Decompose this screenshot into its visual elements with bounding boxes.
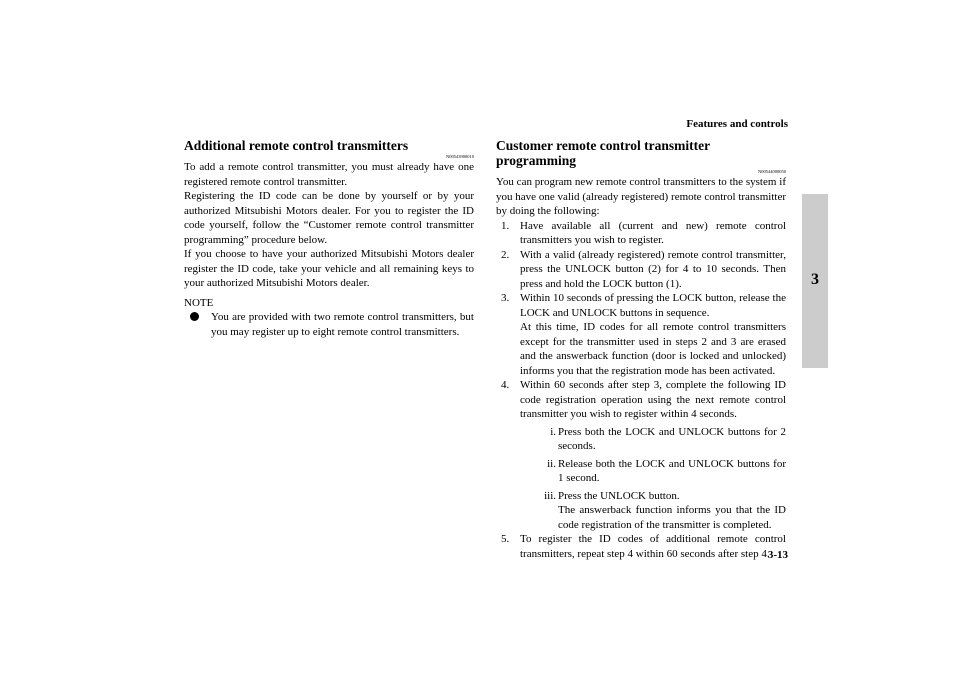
bullet-icon <box>190 312 199 321</box>
substep-item <box>520 457 786 486</box>
substep-text: Release both the LOCK and UNLOCK buttons for 1 second. <box>558 457 786 484</box>
section-heading-additional-transmitters: Additional remote control transmitters <box>184 138 409 153</box>
substep-text-continued: The answerback function informs you that the ID code registration of the transmitter is completed. <box>558 504 786 531</box>
note-label: NOTE <box>184 296 214 309</box>
step-number: 4. <box>501 379 510 391</box>
step-number: 2. <box>501 248 510 261</box>
step-text: With a valid (already registered) remote control transmitter, press the UNLOCK button (2) for 4 to 10 seconds. Then press and hold the LOCK button (1). <box>520 248 786 290</box>
section-code: N00543900010 <box>446 154 474 159</box>
step-text: To register the ID codes of additional remote control transmitters, repeat step 4 within 60 seconds after step 4. <box>520 533 786 560</box>
page-number: 3-13 <box>767 549 788 561</box>
list-item <box>496 291 786 378</box>
chapter-tab <box>802 194 828 368</box>
step-text: Within 10 seconds of pressing the LOCK button, release the LOCK and UNLOCK buttons in sequence. <box>520 292 786 319</box>
step-number: 5. <box>501 533 510 545</box>
step-number: 3. <box>501 292 510 304</box>
substep-text: Press the UNLOCK button. <box>558 489 680 502</box>
substep-number: i. <box>550 425 556 438</box>
steps-list <box>496 219 786 562</box>
list-item <box>496 532 786 561</box>
substep-item <box>520 489 786 533</box>
right-column <box>496 138 786 561</box>
step-text: Have available all (current and new) remote control transmitters you wish to register. <box>520 219 786 246</box>
step-text: Within 60 seconds after step 3, complete the following ID code registration operation using the next remote control transmitter you wish to register within 4 seconds. <box>520 379 786 420</box>
list-item <box>496 219 786 248</box>
paragraph: To add a remote control transmitter, you must already have one registered remote control transmitter. <box>184 161 474 188</box>
section-code: N00544000050 <box>758 169 786 174</box>
section-heading-customer-programming: Customer remote control transmitter programming <box>496 138 710 168</box>
left-column <box>184 138 474 339</box>
note-item <box>184 310 474 339</box>
paragraph: If you choose to have your authorized Mitsubishi Motors dealer register the ID code, take your vehicle and all remaining keys to your authorized Mitsubishi Motors dealer. <box>184 248 474 289</box>
substep-item <box>520 425 786 454</box>
substep-text: Press both the LOCK and UNLOCK buttons for 2 seconds. <box>558 425 786 452</box>
list-item <box>496 248 786 292</box>
step-number: 1. <box>501 219 510 232</box>
list-item <box>496 378 786 532</box>
step-text-continued: At this time, ID codes for all remote control transmitters except for the transmitter used in steps 2 and 3 are erased and the answerback function (door is locked and unlocked) informs you that the registration mode has been activated. <box>520 321 786 377</box>
paragraph: You can program new remote control transmitters to the system if you have one valid (already registered) remote control transmitter by doing the following: <box>496 176 786 217</box>
note-text: You are provided with two remote control transmitters, but you may register up to eight remote control transmitters. <box>211 311 474 338</box>
running-header: Features and controls <box>686 118 788 130</box>
paragraph: Registering the ID code can be done by yourself or by your authorized Mitsubishi Motors dealer. For you to register the ID code yourself, follow the “Customer remote control transmitter programming” procedure below. <box>184 190 474 246</box>
substep-number: iii. <box>544 489 556 502</box>
chapter-number: 3 <box>811 271 819 288</box>
substep-number: ii. <box>547 457 556 470</box>
